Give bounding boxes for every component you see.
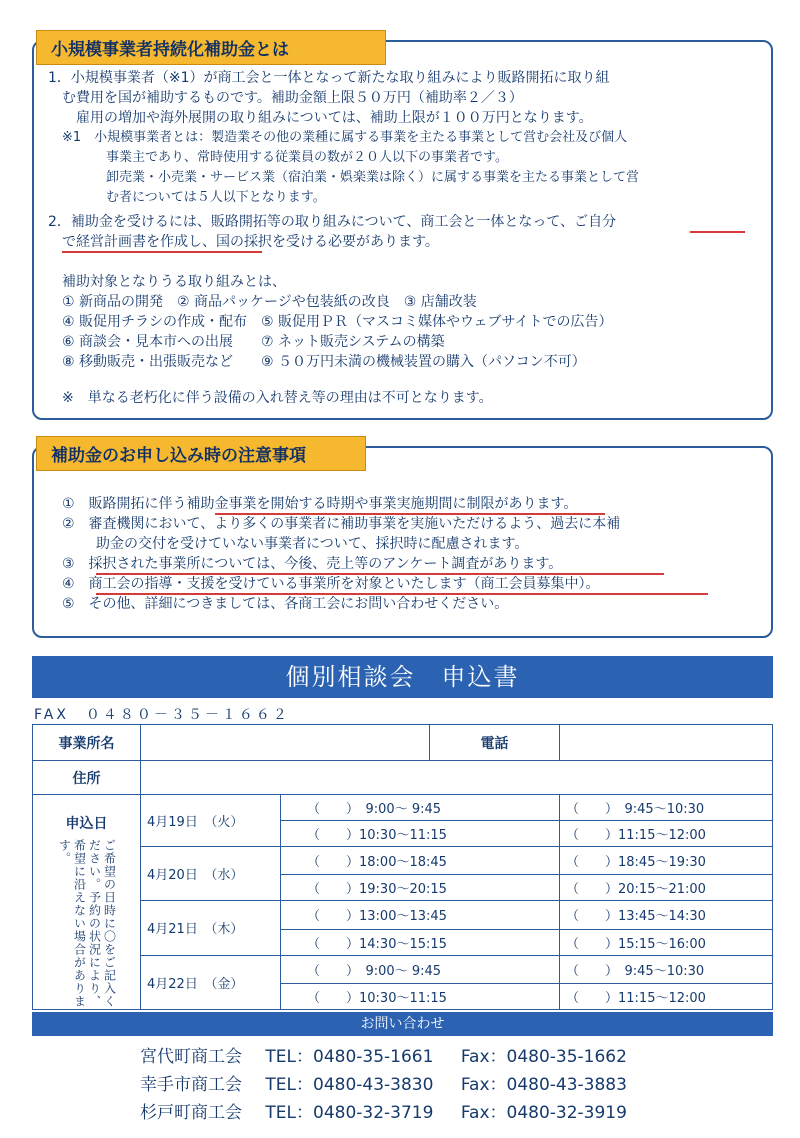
s1-line-3: ※1 小規模事業者とは：製造業その他の業種に属する事業を主たる事業として営む会社及び個人	[62, 130, 628, 145]
day-1-dow: （火）	[210, 815, 244, 830]
contact-2-name: 幸手市商工会	[140, 1075, 242, 1095]
day-4-date: 4月22日	[147, 976, 198, 992]
slot-3-1[interactable]: （ ）13:00～13:45	[281, 901, 560, 929]
s1-line-4: 事業主であり、常時使用する従業員の数が２０人以下の事業者です。	[106, 150, 508, 165]
slot-2-4[interactable]: （ ）20:15～21:00	[560, 875, 773, 901]
s1-line-13: ⑧ 移動販売・出張販売など ⑨ ５０万円未満の機械装置の購入（パソコン不可）	[62, 354, 586, 370]
s2-underline-3	[96, 573, 664, 575]
slot-4-4[interactable]: （ ）11:15～12:00	[560, 984, 773, 1010]
s2-line-4: ④ 商工会の指導・支援を受けている事業所を対象といたします（商工会員募集中）。	[62, 576, 600, 592]
slot-3-4[interactable]: （ ）15:15～16:00	[560, 929, 773, 955]
day-2-cell	[141, 847, 281, 901]
apply-date-label: 申込日	[65, 816, 108, 832]
contact-3-tel: TEL：0480-32-3719	[265, 1103, 434, 1123]
day-2-dow: （水）	[210, 868, 244, 884]
s2-underline-4	[96, 593, 708, 595]
s2-line-3: ③ 採択された事業所については、今後、売上等のアンケート調査があります。	[62, 556, 563, 572]
s1-line-8: で経営計画書を作成し、国の採択を受ける必要があります。	[62, 234, 439, 250]
day-3-cell	[141, 901, 281, 955]
phone-label: 電話	[430, 725, 560, 761]
s1-line-11: ④ 販促用チラシの作成・配布 ⑤ 販促用ＰＲ（マスコミ媒体やウェブサイトでの広告）	[62, 314, 613, 330]
address-label: 住所	[33, 761, 141, 795]
s2-line-0: ① 販路開拓に伴う補助金事業を開始する時期や事業実施期間に制限があります。	[62, 496, 578, 512]
contact-3-fax: Fax：0480-32-3919	[460, 1103, 627, 1123]
contact-row-1	[140, 1042, 627, 1067]
phone-field[interactable]	[560, 725, 773, 761]
s1-underline-1	[690, 231, 745, 233]
s1-line-6: む者については５人以下となります。	[106, 190, 326, 205]
day-4-dow: （金）	[210, 976, 244, 992]
contact-2-fax: Fax：0480-43-3883	[460, 1075, 627, 1095]
business-name-field[interactable]	[141, 725, 430, 761]
form-banner: 個別相談会 申込書	[32, 656, 773, 698]
day-3-dow: （木）	[210, 922, 244, 938]
business-name-label: 事業所名	[33, 725, 141, 761]
s1-line-7: 2．補助金を受けるには、販路開拓等の取り組みについて、商工会と一体となって、ご自分	[48, 214, 617, 230]
slot-1-1[interactable]: （ ） 9:00～ 9:45	[281, 795, 560, 821]
application-form	[32, 724, 773, 1010]
contact-header: お問い合わせ	[32, 1012, 773, 1036]
slot-4-2[interactable]: （ ） 9:45～10:30	[560, 955, 773, 983]
slot-3-2[interactable]: （ ）13:45～14:30	[560, 901, 773, 929]
day-4-cell	[141, 955, 281, 1009]
slot-2-1[interactable]: （ ）18:00～18:45	[281, 847, 560, 875]
section1-title: 小規模事業者持続化補助金とは	[36, 30, 386, 65]
day-1-cell	[141, 795, 281, 847]
day-3-date: 4月21日	[147, 922, 198, 938]
slot-4-1[interactable]: （ ） 9:00～ 9:45	[281, 955, 560, 983]
contact-3-name: 杉戸町商工会	[140, 1103, 242, 1123]
s2-underline-0	[215, 513, 605, 515]
s2-line-2: 助金の交付を受けていない事業者について、採択時に配慮されます。	[96, 536, 529, 552]
s1-line-2: 雇用の増加や海外展開の取り組みについては、補助上限が１００万円となります。	[76, 110, 593, 126]
slot-1-4[interactable]: （ ）11:15～12:00	[560, 821, 773, 847]
apply-date-cell	[33, 795, 141, 1010]
address-field[interactable]	[141, 761, 773, 795]
contact-row-2	[140, 1070, 627, 1095]
s1-line-14: ※ 単なる老朽化に伴う設備の入れ替え等の理由は不可となります。	[62, 390, 493, 406]
contact-1-name: 宮代町商工会	[140, 1047, 242, 1067]
slot-1-2[interactable]: （ ） 9:45～10:30	[560, 795, 773, 821]
s2-line-5: ⑤ その他、詳細につきましては、各商工会にお問い合わせください。	[62, 596, 509, 612]
contact-1-fax: Fax：0480-35-1662	[460, 1047, 627, 1067]
s1-line-1: む費用を国が補助するものです。補助金額上限５０万円（補助率２／３）	[62, 90, 523, 106]
contact-2-tel: TEL：0480-43-3830	[265, 1075, 434, 1095]
slot-2-3[interactable]: （ ）19:30～20:15	[281, 875, 560, 901]
section2-title: 補助金のお申し込み時の注意事項	[36, 436, 366, 471]
slot-2-2[interactable]: （ ）18:45～19:30	[560, 847, 773, 875]
apply-note: ご希望の日時に〇をご記入ください。予約の状況により、希望に沿えない場合があります。	[57, 839, 117, 1008]
s1-line-5: 卸売業・小売業・サービス業（宿泊業・娯楽業は除く）に属する事業を主たる事業として営	[106, 170, 640, 185]
slot-4-3[interactable]: （ ）10:30～11:15	[281, 984, 560, 1010]
day-2-date: 4月20日	[147, 868, 198, 884]
s1-line-0: 1．小規模事業者（※1）が商工会と一体となって新たな取り組みにより販路開拓に取り組	[48, 70, 610, 86]
slot-3-3[interactable]: （ ）14:30～15:15	[281, 929, 560, 955]
contact-1-tel: TEL：0480-35-1661	[265, 1047, 434, 1067]
s1-line-10: ① 新商品の開発 ② 商品パッケージや包装紙の改良 ③ 店舗改装	[62, 294, 477, 310]
s2-line-1: ② 審査機関において、より多くの事業者に補助事業を実施いただけるよう、過去に本補	[62, 516, 621, 532]
contact-row-3	[140, 1098, 627, 1123]
s1-underline-2	[62, 251, 262, 253]
s1-line-12: ⑥ 商談会・見本市への出展 ⑦ ネット販売システムの構築	[62, 334, 445, 350]
day-1-date: 4月19日	[147, 815, 198, 830]
s1-line-9: 補助対象となりうる取り組みとは、	[62, 274, 286, 290]
fax-number: FAX ０４８０－３５－１６６２	[34, 707, 290, 723]
slot-1-3[interactable]: （ ）10:30～11:15	[281, 821, 560, 847]
